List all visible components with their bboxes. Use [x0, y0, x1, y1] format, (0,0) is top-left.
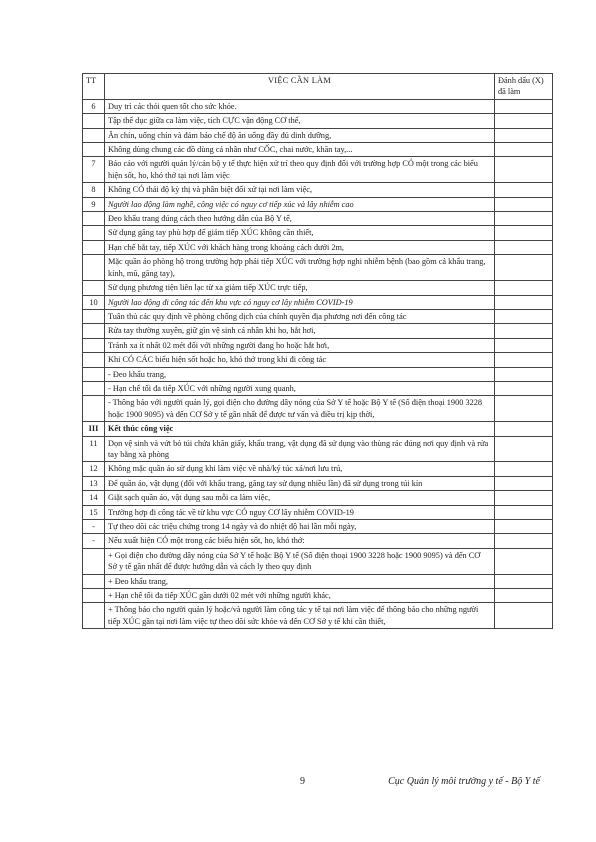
table-row	[83, 422, 553, 436]
table-row	[83, 281, 553, 295]
row-number: 12	[83, 462, 105, 476]
task-text: Rửa tay thường xuyên, giữ gìn vệ sinh cá nhân khi ho, hắt hơi,	[105, 324, 495, 338]
header-mark: Đánh dấu (X) đã làm	[495, 74, 553, 100]
mark-cell[interactable]	[495, 462, 553, 476]
task-text: Để quần áo, vật dụng (đối với khẩu trang, găng tay sử dụng nhiều lần) đã sử dụng trong túi kín	[105, 476, 495, 490]
row-number	[83, 114, 105, 128]
task-text: Không dùng chung các đồ dùng cá nhân như CỐC, chai nước, khăn tay,...	[105, 143, 495, 157]
row-number: -	[83, 520, 105, 534]
mark-cell[interactable]	[495, 422, 553, 436]
mark-cell[interactable]	[495, 534, 553, 548]
row-number	[83, 281, 105, 295]
task-text: Khi CÓ CÁC biểu hiện sốt hoặc ho, khó thở trong khi đi công tác	[105, 353, 495, 367]
mark-cell[interactable]	[495, 548, 553, 574]
row-number	[83, 589, 105, 603]
row-number: 8	[83, 183, 105, 197]
row-number	[83, 381, 105, 395]
row-number: 14	[83, 491, 105, 505]
mark-cell[interactable]	[495, 505, 553, 519]
task-text: Mặc quần áo phòng hộ trong trường hợp phải tiếp XÚC với trường hợp nghi nhiễm bệnh (bao gồm cả khẩu trang, kính, mũ, găng tay),	[105, 255, 495, 281]
row-number	[83, 324, 105, 338]
task-text: Sử dụng phương tiện liên lạc từ xa giảm tiếp XÚC trực tiếp,	[105, 281, 495, 295]
mark-cell[interactable]	[495, 197, 553, 211]
mark-cell[interactable]	[495, 212, 553, 226]
task-text: Báo cáo với người quản lý/cán bộ y tế thực hiện xử trí theo quy định đối với trường hợp CÓ một trong các biểu hiện sốt, ho, khó thở tại nơi làm việc	[105, 157, 495, 183]
table-row	[83, 589, 553, 603]
mark-cell[interactable]	[495, 281, 553, 295]
task-text: Tập thể dục giữa ca làm việc, tích CỰC vận động CƠ thể,	[105, 114, 495, 128]
task-text: Kết thúc công việc	[105, 422, 495, 436]
row-number	[83, 128, 105, 142]
table-row	[83, 338, 553, 352]
mark-cell[interactable]	[495, 143, 553, 157]
mark-cell[interactable]	[495, 240, 553, 254]
mark-cell[interactable]	[495, 255, 553, 281]
row-number: -	[83, 534, 105, 548]
table-row	[83, 295, 553, 309]
row-number	[83, 143, 105, 157]
table-row	[83, 396, 553, 422]
table-row	[83, 226, 553, 240]
table-row	[83, 99, 553, 113]
task-text: + Hạn chế tối đa tiếp XÚC gần dưới 02 mét với những người khác,	[105, 589, 495, 603]
mark-cell[interactable]	[495, 295, 553, 309]
table-row	[83, 603, 553, 629]
row-number	[83, 396, 105, 422]
table-row	[83, 491, 553, 505]
row-number	[83, 353, 105, 367]
mark-cell[interactable]	[495, 226, 553, 240]
task-text: Dọn vệ sinh và vứt bỏ túi chứa khăn giấy, khẩu trang, vật dụng đã sử dụng vào thùng rác đúng nơi quy định và rửa tay bằng xà phòng	[105, 436, 495, 462]
task-text: Không mặc quần áo sử dụng khi làm việc về nhà/ký túc xá/nơi lưu trú,	[105, 462, 495, 476]
table-row	[83, 114, 553, 128]
mark-cell[interactable]	[495, 128, 553, 142]
task-text: Không CÓ thái độ kỳ thị và phân biệt đối xử tại nơi làm việc,	[105, 183, 495, 197]
task-text: Giặt sạch quần áo, vật dụng sau mỗi ca làm việc,	[105, 491, 495, 505]
row-number: 9	[83, 197, 105, 211]
table-row	[83, 548, 553, 574]
mark-cell[interactable]	[495, 338, 553, 352]
table-row	[83, 476, 553, 490]
row-number: 11	[83, 436, 105, 462]
table-row	[83, 436, 553, 462]
mark-cell[interactable]	[495, 157, 553, 183]
task-text: Sử dụng găng tay phù hợp để giảm tiếp XÚC không cần thiết,	[105, 226, 495, 240]
mark-cell[interactable]	[495, 99, 553, 113]
table-row	[83, 505, 553, 519]
table-row	[83, 520, 553, 534]
mark-cell[interactable]	[495, 476, 553, 490]
page-number: 9	[300, 776, 305, 787]
mark-cell[interactable]	[495, 574, 553, 588]
mark-cell[interactable]	[495, 309, 553, 323]
table-row	[83, 240, 553, 254]
table-body	[83, 99, 553, 628]
row-number	[83, 338, 105, 352]
table-row	[83, 197, 553, 211]
task-text: - Thông báo với người quản lý, gọi điện cho đường dây nóng của Sở Y tế hoặc Bộ Y tế (Số điện thoại 1900 3228 hoặc 1900 9095) và đến CƠ Sở y tế gần nhất để được tư vấn và điều trị kịp thời,	[105, 396, 495, 422]
row-number: 10	[83, 295, 105, 309]
row-number	[83, 226, 105, 240]
mark-cell[interactable]	[495, 183, 553, 197]
mark-cell[interactable]	[495, 353, 553, 367]
row-number: 6	[83, 99, 105, 113]
row-number	[83, 309, 105, 323]
table-row	[83, 574, 553, 588]
table-row	[83, 381, 553, 395]
row-number	[83, 212, 105, 226]
mark-cell[interactable]	[495, 396, 553, 422]
table-row	[83, 143, 553, 157]
task-text: Tránh xa ít nhất 02 mét đối với những người đang ho hoặc hắt hơi,	[105, 338, 495, 352]
table-row	[83, 128, 553, 142]
table-header-row	[83, 74, 553, 100]
mark-cell[interactable]	[495, 436, 553, 462]
row-number: 7	[83, 157, 105, 183]
row-number: 15	[83, 505, 105, 519]
table-row	[83, 212, 553, 226]
mark-cell[interactable]	[495, 324, 553, 338]
task-text: Trường hợp đi công tác về từ khu vực CÓ nguy CƠ lây nhiễm COVID-19	[105, 505, 495, 519]
row-number	[83, 255, 105, 281]
header-task: VIỆC CẦN LÀM	[105, 74, 495, 100]
mark-cell[interactable]	[495, 114, 553, 128]
task-text: Người lao động làm nghề, công việc có nguy cơ tiếp xúc và lây nhiễm cao	[105, 197, 495, 211]
task-text: Hạn chế bắt tay, tiếp XÚC với khách hàng trong khoảng cách dưới 2m,	[105, 240, 495, 254]
task-text: - Đeo khẩu trang,	[105, 367, 495, 381]
task-text: Nếu xuất hiện CÓ một trong các biểu hiện sốt, ho, khó thở:	[105, 534, 495, 548]
mark-cell[interactable]	[495, 367, 553, 381]
task-text: Tự theo dõi các triệu chứng trong 14 ngày và đo nhiệt độ hai lần mỗi ngày,	[105, 520, 495, 534]
task-text: + Thông báo cho người quản lý hoặc/và người làm công tác y tế tại nơi làm việc để thông báo cho những người tiếp XÚC gần tại nơi làm việc tự theo dõi sức khỏe và đến CƠ Sở y tế khi cần thiết,	[105, 603, 495, 629]
task-text: Duy trì các thói quen tốt cho sức khỏe.	[105, 99, 495, 113]
table-row	[83, 353, 553, 367]
task-text: - Hạn chế tối đa tiếp XÚC với những người xung quanh,	[105, 381, 495, 395]
task-text: Người lao động đi công tác đến khu vực có nguy cơ lây nhiễm COVID-19	[105, 295, 495, 309]
task-text: + Gọi điện cho đường dây nóng của Sở Y tế hoặc Bộ Y tế (Số điện thoại 1900 3228 hoặc 1900 9095) và đến CƠ Sở y tế gần nhất để được hướng dẫn và cách ly theo quy định	[105, 548, 495, 574]
mark-cell[interactable]	[495, 589, 553, 603]
table-row	[83, 534, 553, 548]
header-tt: TT	[83, 74, 105, 100]
task-text: Đeo khẩu trang đúng cách theo hướng dẫn của Bộ Y tế,	[105, 212, 495, 226]
row-number: III	[83, 422, 105, 436]
table-row	[83, 157, 553, 183]
task-text: Ăn chín, uống chín và đảm bảo chế độ ăn uống đầy đủ dinh dưỡng,	[105, 128, 495, 142]
task-checklist-table	[82, 73, 553, 629]
table-row	[83, 255, 553, 281]
table-row	[83, 183, 553, 197]
task-text: Tuân thủ các quy định về phòng chống dịch của chính quyền địa phương nơi đến công tác	[105, 309, 495, 323]
table-row	[83, 309, 553, 323]
table-row	[83, 462, 553, 476]
mark-cell[interactable]	[495, 381, 553, 395]
table-row	[83, 324, 553, 338]
footer-text: Cục Quản lý môi trường y tế - Bộ Y tế	[388, 776, 540, 787]
mark-cell[interactable]	[495, 603, 553, 629]
row-number	[83, 574, 105, 588]
mark-cell[interactable]	[495, 520, 553, 534]
table-row	[83, 367, 553, 381]
row-number: 13	[83, 476, 105, 490]
task-text: + Đeo khẩu trang,	[105, 574, 495, 588]
row-number	[83, 603, 105, 629]
row-number	[83, 367, 105, 381]
row-number	[83, 240, 105, 254]
mark-cell[interactable]	[495, 491, 553, 505]
row-number	[83, 548, 105, 574]
